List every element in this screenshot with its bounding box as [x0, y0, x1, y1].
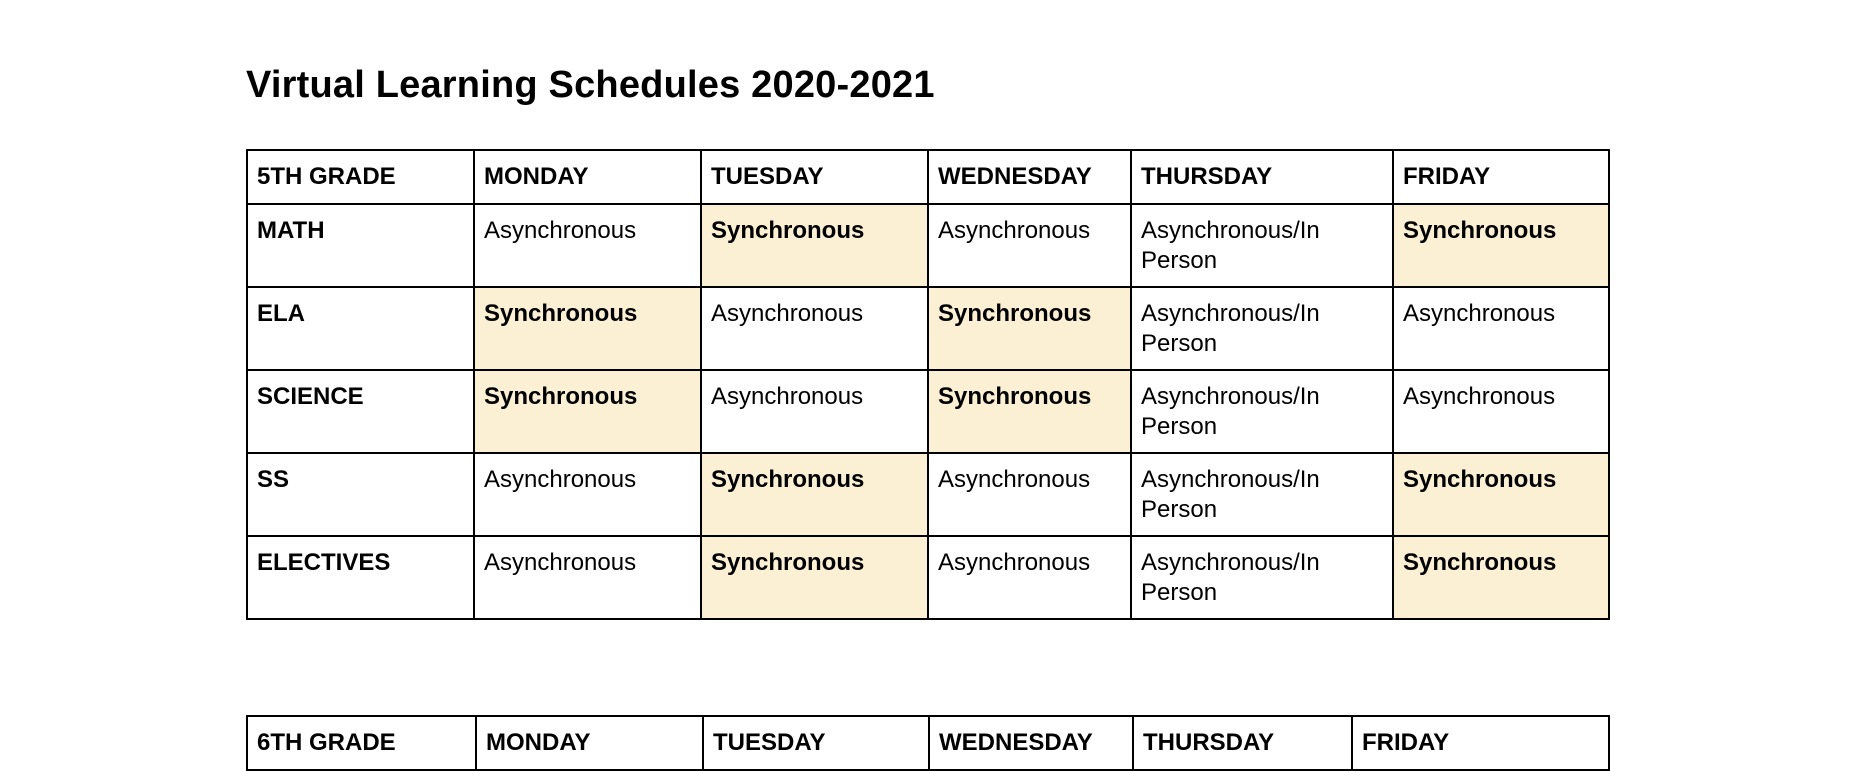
- subject-cell: MATH: [247, 204, 474, 287]
- day-header-wednesday: WEDNESDAY: [929, 716, 1133, 770]
- schedule-cell: Asynchronous: [928, 453, 1131, 536]
- day-header-thursday: THURSDAY: [1133, 716, 1352, 770]
- schedule-cell: Asynchronous/In Person: [1131, 536, 1393, 619]
- schedule-table-5th-grade: [246, 149, 1610, 620]
- day-header-friday: FRIDAY: [1352, 716, 1609, 770]
- day-header-friday: FRIDAY: [1393, 150, 1609, 204]
- day-header-monday: MONDAY: [474, 150, 701, 204]
- schedule-cell: Asynchronous/In Person: [1131, 287, 1393, 370]
- page-title: Virtual Learning Schedules 2020-2021: [246, 64, 935, 106]
- schedule-cell: Asynchronous: [928, 536, 1131, 619]
- schedule-cell: Synchronous: [928, 370, 1131, 453]
- schedule-cell: Asynchronous: [1393, 370, 1609, 453]
- schedule-cell: Synchronous: [701, 536, 928, 619]
- schedule-cell: Synchronous: [1393, 204, 1609, 287]
- schedule-cell: Asynchronous: [701, 370, 928, 453]
- schedule-cell: Asynchronous: [1393, 287, 1609, 370]
- subject-cell: ELA: [247, 287, 474, 370]
- table-header-row: [247, 716, 1609, 770]
- schedule-cell: Asynchronous: [701, 287, 928, 370]
- table-row: [247, 370, 1609, 453]
- table-row: [247, 287, 1609, 370]
- day-header-monday: MONDAY: [476, 716, 703, 770]
- schedule-cell: Asynchronous: [928, 204, 1131, 287]
- grade-header: 5TH GRADE: [247, 150, 474, 204]
- schedule-cell: Asynchronous: [474, 536, 701, 619]
- schedule-cell: Asynchronous: [474, 204, 701, 287]
- schedule-cell: Synchronous: [701, 204, 928, 287]
- table-row: [247, 536, 1609, 619]
- schedule-table-6th-grade: [246, 715, 1610, 771]
- subject-cell: SCIENCE: [247, 370, 474, 453]
- grade-header: 6TH GRADE: [247, 716, 476, 770]
- schedule-cell: Asynchronous/In Person: [1131, 453, 1393, 536]
- schedule-cell: Synchronous: [701, 453, 928, 536]
- schedule-cell: Synchronous: [1393, 453, 1609, 536]
- schedule-cell: Asynchronous/In Person: [1131, 204, 1393, 287]
- schedule-cell: Synchronous: [474, 370, 701, 453]
- table-row: [247, 204, 1609, 287]
- subject-cell: SS: [247, 453, 474, 536]
- day-header-thursday: THURSDAY: [1131, 150, 1393, 204]
- schedule-cell: Synchronous: [1393, 536, 1609, 619]
- schedule-cell: Asynchronous/In Person: [1131, 370, 1393, 453]
- day-header-tuesday: TUESDAY: [703, 716, 929, 770]
- table-row: [247, 453, 1609, 536]
- schedule-cell: Synchronous: [928, 287, 1131, 370]
- schedule-cell: Synchronous: [474, 287, 701, 370]
- table-header-row: [247, 150, 1609, 204]
- subject-cell: ELECTIVES: [247, 536, 474, 619]
- day-header-wednesday: WEDNESDAY: [928, 150, 1131, 204]
- schedule-cell: Asynchronous: [474, 453, 701, 536]
- day-header-tuesday: TUESDAY: [701, 150, 928, 204]
